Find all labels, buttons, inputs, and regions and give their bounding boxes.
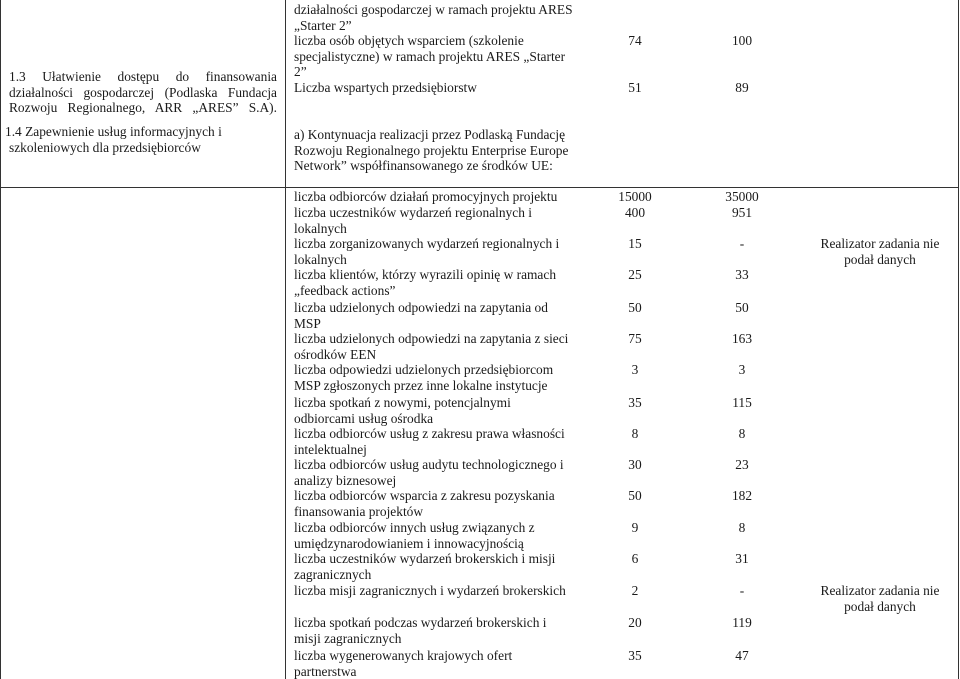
top-row-value-2: 89 [735,80,749,95]
row-value-1: 8 [631,426,639,441]
row-value-1: 15 [628,236,642,251]
row-note: Realizator zadania nie podał danych [820,583,940,614]
row-value-1: 20 [628,615,642,630]
row-value-1: 30 [628,457,642,472]
row-value-1: 75 [628,331,642,346]
row-label: liczba spotkań z nowymi, potencjalnymi odbiorcami usług ośrodka [294,395,511,426]
left-item-1-4: 1.4 Zapewnienie usług informacyjnych i szkoleniowych dla przedsiębiorców [5,124,222,155]
row-label: liczba misji zagranicznych i wydarzeń brokerskich [294,583,566,598]
row-label: liczba odbiorców usług audytu technologicznego i analizy biznesowej [294,457,564,488]
row-value-2: 951 [731,205,753,220]
table-border-left [0,0,1,679]
top-row-value-1: 74 [628,33,642,48]
row-label: liczba odbiorców usług z zakresu prawa własności intelektualnej [294,426,565,457]
top-row-label: a) Kontynuacja realizacji przez Podlaską Fundację Rozwoju Regionalnego projektu Enterprise Europe Network” współfinansowanego ze środków UE: [294,127,569,173]
row-value-1: 400 [624,205,646,220]
row-value-2: 8 [738,426,746,441]
top-row-label: liczba osób objętych wsparciem (szkolenie specjalistyczne) w ramach projektu ARES „Starter 2” [294,33,566,79]
row-value-2: 8 [738,520,746,535]
top-row-label: Liczba wspartych przedsiębiorstw [294,80,477,95]
row-value-1: 35 [628,648,642,663]
row-value-1: 50 [628,488,642,503]
row-value-2: 50 [735,300,749,315]
top-row-value-2: 100 [731,33,753,48]
row-note: Realizator zadania nie podał danych [820,236,940,267]
row-value-2: 163 [731,331,753,346]
row-label: liczba odbiorców działań promocyjnych projektu [294,189,558,204]
row-label: liczba udzielonych odpowiedzi na zapytania z sieci ośrodków EEN [294,331,569,362]
row-value-2: 35000 [725,189,759,204]
row-value-1: 50 [628,300,642,315]
row-label: liczba odbiorców innych usług związanych z umiędzynarodowianiem i innowacyjnością [294,520,535,551]
row-value-2: 23 [735,457,749,472]
row-label: liczba klientów, którzy wyrazili opinię w ramach „feedback actions” [294,267,557,298]
row-value-2: - [739,583,745,598]
row-value-2: 47 [735,648,749,663]
row-value-2: 115 [732,395,752,410]
row-label: liczba zorganizowanych wydarzeń regionalnych i lokalnych [294,236,560,267]
row-label: liczba wygenerowanych krajowych ofert partnerstwa [294,648,513,679]
row-value-2: 182 [731,488,753,503]
column-divider [285,0,286,679]
row-value-2: 119 [732,615,752,630]
row-label: liczba odpowiedzi udzielonych przedsiębiorcom MSP zgłoszonych przez inne lokalne instytucje [294,362,554,393]
row-value-2: 33 [735,267,749,282]
row-value-1: 35 [628,395,642,410]
row-label: liczba uczestników wydarzeń regionalnych i lokalnych [294,205,532,236]
top-row-value-1: 51 [628,80,642,95]
top-row-label: działalności gospodarczej w ramach projektu ARES „Starter 2” [294,2,573,33]
row-value-2: - [739,236,745,251]
row-label: liczba spotkań podczas wydarzeń brokerskich i misji zagranicznych [294,615,547,646]
row-value-1: 2 [631,583,639,598]
row-label: liczba uczestników wydarzeń brokerskich i misji zagranicznych [294,551,556,582]
row-value-1: 3 [631,362,639,377]
row-label: liczba udzielonych odpowiedzi na zapytania od MSP [294,300,548,331]
row-value-1: 9 [631,520,639,535]
section-divider [0,187,959,188]
row-value-1: 15000 [618,189,652,204]
row-value-2: 31 [735,551,749,566]
row-label: liczba odbiorców wsparcia z zakresu pozyskania finansowania projektów [294,488,555,519]
row-value-1: 6 [631,551,639,566]
row-value-1: 25 [628,267,642,282]
table-border-right [958,0,959,679]
left-item-1-3: 1.3 Ułatwienie dostępu do finansowania działalności gospodarczej (Podlaska Fundacja Rozwoju Regionalnego, ARR „ARES” S.A). [9,69,277,115]
row-value-2: 3 [738,362,746,377]
